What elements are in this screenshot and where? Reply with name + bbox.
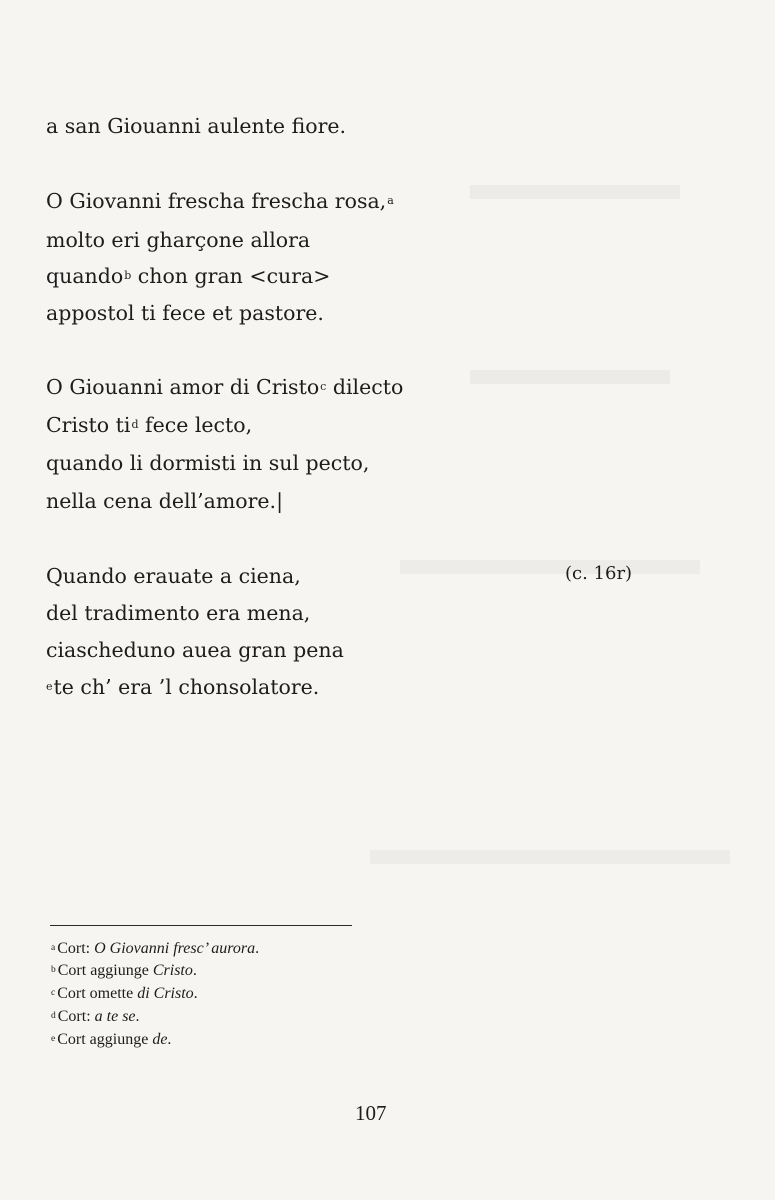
footnote-separator xyxy=(50,925,352,926)
verse-text: quando li dormisti in sul pecto, xyxy=(46,451,370,475)
verse-line xyxy=(46,188,394,214)
footnote-variant: a te se xyxy=(94,1008,136,1025)
footnote xyxy=(50,1007,140,1027)
footnote-text: . xyxy=(255,940,260,957)
verse-line xyxy=(46,674,319,700)
footnote xyxy=(50,961,197,981)
footnote-marker: d xyxy=(131,418,139,431)
footnote-mark: c xyxy=(51,988,56,998)
verse-text: a san Giouanni aulente fiore. xyxy=(46,114,347,138)
footnote-text: Cort: xyxy=(57,1008,95,1025)
verse-text: O Giovanni frescha frescha rosa, xyxy=(46,189,387,213)
footnote-text: Cort aggiunge xyxy=(57,1031,153,1048)
verse-line xyxy=(46,412,252,438)
footnote xyxy=(50,939,259,959)
verse-line xyxy=(46,374,403,400)
verse-text: appostol ti fece et pastore. xyxy=(46,301,324,325)
footnote-marker: c xyxy=(320,380,327,393)
footnote-mark: a xyxy=(51,943,56,953)
verse-line xyxy=(46,563,301,589)
verse-line xyxy=(46,600,310,626)
footnote xyxy=(50,1030,171,1050)
footnote-text: Cort: xyxy=(57,940,95,957)
verse-text: chon gran <cura> xyxy=(131,264,331,288)
verse-text: ciascheduno auea gran pena xyxy=(46,638,344,662)
verse-text: Cristo ti xyxy=(46,413,131,437)
verse-line xyxy=(46,227,310,253)
footnote-marker: a xyxy=(387,194,394,207)
verse-line xyxy=(46,113,346,139)
footnote-text: . xyxy=(192,962,197,979)
footnote-text: . xyxy=(193,985,198,1002)
verse-text: O Giouanni amor di Cristo xyxy=(46,375,320,399)
footnote-variant: di Cristo xyxy=(137,985,194,1002)
verse-line xyxy=(46,300,324,326)
verse-text: Quando erauate a ciena, xyxy=(46,564,301,588)
verse-text: nella cena dell’amore.| xyxy=(46,489,283,513)
footnote-marker: e xyxy=(46,680,53,693)
footnote-marker: b xyxy=(124,269,132,282)
manuscript-folio-reference: (c. 16r) xyxy=(565,563,633,584)
verse-text: dilecto xyxy=(326,375,404,399)
footnote-variant: de xyxy=(152,1031,168,1048)
verse-text: fece lecto, xyxy=(138,413,253,437)
footnote xyxy=(50,984,198,1004)
footnote-mark: d xyxy=(51,1011,56,1021)
verse-line xyxy=(46,450,369,476)
verse-line xyxy=(46,488,283,514)
verse-line xyxy=(46,263,330,289)
footnote-text: Cort omette xyxy=(57,985,138,1002)
footnote-mark: e xyxy=(51,1034,56,1044)
verse-text: quando xyxy=(46,264,124,288)
verse-line xyxy=(46,637,344,663)
footnote-text: Cort aggiunge xyxy=(57,962,153,979)
footnote-text: . xyxy=(135,1008,140,1025)
verse-text: molto eri gharçone allora xyxy=(46,228,311,252)
page-number: 107 xyxy=(355,1101,387,1125)
footnote-mark: b xyxy=(51,965,56,975)
footnote-variant: Cristo xyxy=(152,962,193,979)
verse-text: te ch’ era ’l chonsolatore. xyxy=(53,675,320,699)
footnote-text: . xyxy=(167,1031,172,1048)
verse-text: del tradimento era mena, xyxy=(46,601,311,625)
footnote-variant: O Giovanni fresc’ aurora xyxy=(94,940,256,957)
